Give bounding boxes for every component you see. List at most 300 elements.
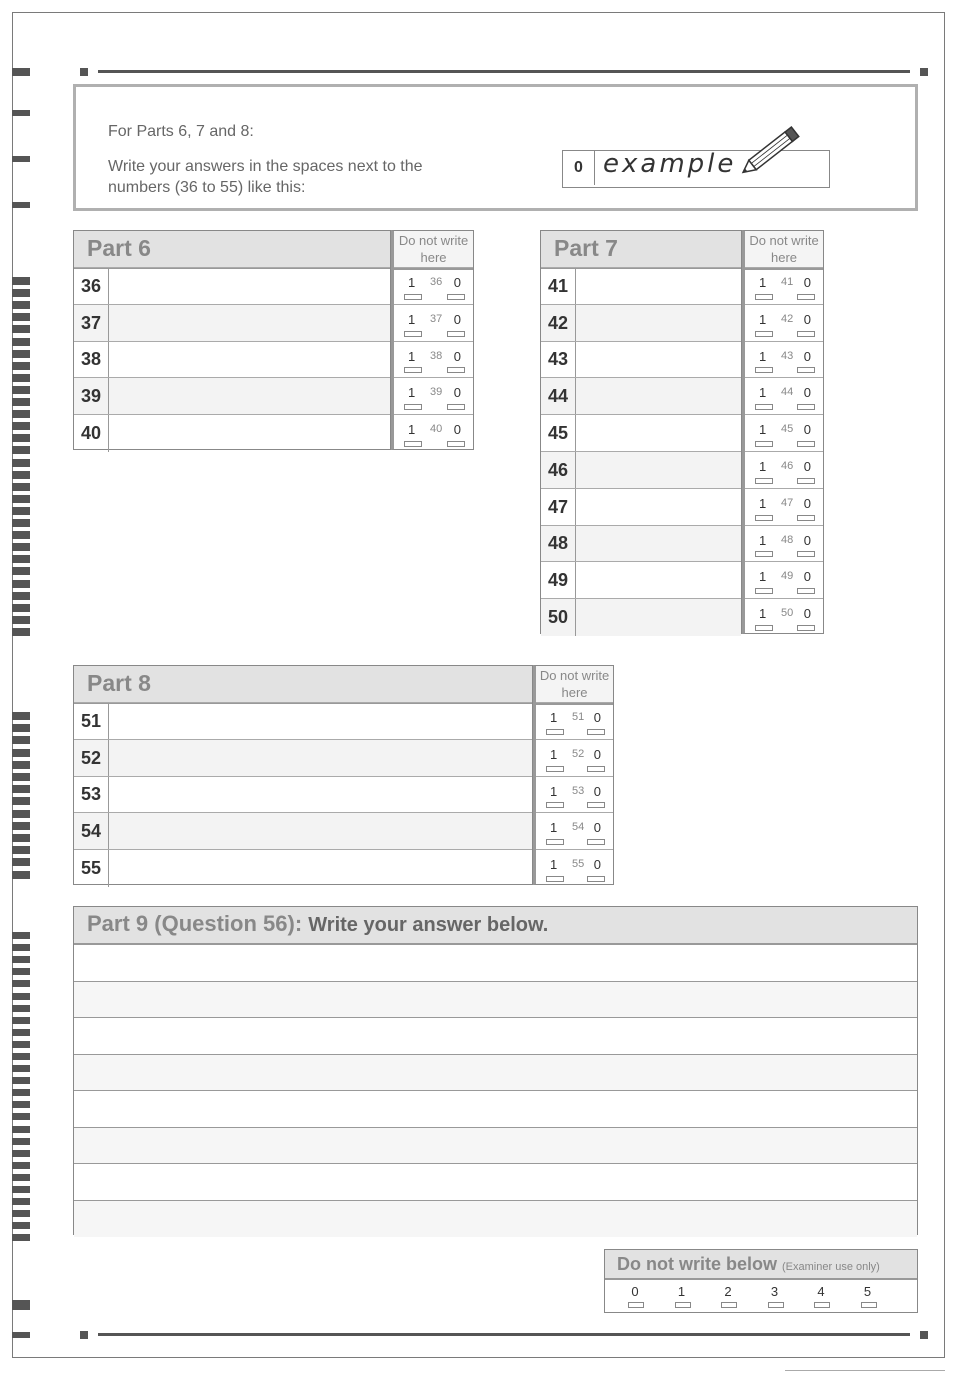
timing-mark: [12, 592, 30, 600]
part8-title: Part 8: [87, 670, 151, 696]
registration-mark: [80, 68, 88, 76]
writing-line[interactable]: [74, 944, 917, 982]
answer-row: [541, 377, 741, 415]
examiner-title-text: Do not write below: [617, 1254, 777, 1274]
timing-mark: [12, 386, 30, 394]
answer-row: [74, 377, 390, 415]
mark-incorrect-box: [587, 876, 605, 882]
example-number: 0: [563, 151, 595, 185]
answer-row: [74, 849, 532, 887]
mark-correct-box: [404, 294, 422, 300]
answer-row: [74, 267, 390, 305]
mark-correct-box: [546, 802, 564, 808]
answer-field[interactable]: [109, 703, 532, 740]
score-label: 4: [817, 1284, 825, 1299]
mark-correct-box: [546, 876, 564, 882]
timing-mark: [12, 580, 30, 588]
part9-header: [74, 907, 917, 945]
answer-field[interactable]: [109, 305, 390, 342]
timing-mark: [12, 871, 30, 879]
score-box: [861, 1302, 877, 1308]
mark-incorrect-box: [797, 331, 815, 337]
mark-question-code: 48: [781, 533, 794, 546]
mark-question-code: 44: [781, 386, 794, 399]
answer-field[interactable]: [576, 599, 741, 636]
mark-correct-label: 1: [759, 606, 767, 622]
timing-mark: [12, 1029, 30, 1036]
timing-mark: [12, 446, 30, 454]
mark-question-code: 47: [781, 496, 794, 509]
question-number: 42: [541, 305, 576, 342]
answer-row: [74, 341, 390, 379]
mark-incorrect-box: [447, 294, 465, 300]
score-label: 3: [770, 1284, 779, 1299]
timing-mark: [12, 434, 30, 442]
answer-field[interactable]: [576, 268, 741, 305]
answer-row: [541, 267, 741, 305]
marking-cell: [745, 488, 823, 526]
timing-mark: [12, 1065, 30, 1072]
mark-correct-box: [755, 294, 773, 300]
mark-incorrect-label: 0: [803, 459, 811, 474]
timing-mark: [12, 1162, 30, 1169]
mark-incorrect-box: [447, 331, 465, 337]
do-not-write-here-label: Do not write here: [394, 231, 473, 270]
mark-correct-box: [755, 404, 773, 410]
timing-mark: [12, 1138, 30, 1145]
mark-question-code: 41: [781, 276, 794, 288]
mark-correct-label: 1: [759, 532, 767, 548]
question-number: 41: [541, 268, 576, 305]
part7-answer-table: [540, 230, 742, 634]
mark-incorrect-label: 0: [453, 275, 461, 290]
timing-mark: [12, 1234, 30, 1241]
timing-mark: [12, 374, 30, 382]
mark-question-code: 54: [572, 821, 585, 834]
timing-mark: [12, 604, 30, 612]
timing-mark: [12, 736, 30, 744]
mark-correct-box: [755, 367, 773, 373]
answer-row: [74, 776, 532, 814]
examiner-score-box: [604, 1249, 918, 1313]
mark-incorrect-label: 0: [803, 495, 811, 511]
part8-answer-table: [73, 665, 533, 885]
timing-mark: [12, 313, 30, 321]
mark-incorrect-box: [587, 729, 605, 735]
timing-mark: [12, 338, 30, 346]
timing-mark: [12, 1077, 30, 1084]
example-answer-box: [562, 150, 830, 188]
score-label: 0: [631, 1284, 639, 1299]
question-number: 47: [541, 489, 576, 526]
timing-mark: [12, 202, 30, 208]
mark-correct-box: [404, 404, 422, 410]
timing-mark: [12, 628, 30, 636]
part9-instruction: Write your answer below.: [308, 914, 549, 936]
mark-incorrect-label: 0: [593, 746, 601, 762]
mark-correct-label: 1: [759, 422, 767, 438]
mark-incorrect-label: 0: [803, 606, 811, 622]
writing-line[interactable]: [74, 1127, 917, 1165]
answer-row: [541, 341, 741, 379]
mark-question-code: 53: [572, 784, 585, 797]
question-number: 36: [74, 268, 109, 305]
timing-mark: [12, 724, 30, 732]
question-number: 50: [541, 599, 576, 636]
mark-correct-label: 1: [408, 422, 416, 438]
mark-incorrect-box: [797, 441, 815, 447]
mark-incorrect-box: [797, 404, 815, 410]
mark-incorrect-label: 0: [803, 385, 811, 401]
timing-mark: [12, 543, 30, 551]
part6-answer-table: [73, 230, 391, 450]
question-number: 45: [541, 415, 576, 452]
mark-correct-box: [546, 766, 564, 772]
question-number: 38: [74, 342, 109, 379]
mark-incorrect-label: 0: [803, 348, 811, 364]
mark-correct-label: 1: [759, 385, 767, 401]
answer-field[interactable]: [576, 526, 741, 563]
part9-label: Part 9 (Question 56):: [87, 911, 303, 936]
timing-mark: [12, 1300, 30, 1310]
registration-mark: [920, 1331, 928, 1339]
timing-mark: [12, 483, 30, 491]
timing-mark: [12, 993, 30, 1000]
mark-incorrect-box: [797, 588, 815, 594]
question-number: 52: [74, 740, 109, 777]
question-number: 39: [74, 378, 109, 415]
part9-title: [87, 911, 548, 937]
score-box: [814, 1302, 830, 1308]
answer-row: [74, 739, 532, 777]
timing-mark: [12, 325, 30, 333]
score-box: [768, 1302, 784, 1308]
timing-mark: [12, 822, 30, 830]
mark-correct-label: 1: [550, 820, 558, 836]
mark-correct-box: [546, 729, 564, 735]
mark-question-code: 49: [781, 570, 794, 583]
bottom-rule: [98, 1333, 910, 1336]
answer-field[interactable]: [109, 342, 390, 379]
mark-incorrect-label: 0: [593, 783, 601, 799]
answer-field[interactable]: [109, 415, 390, 452]
do-not-write-here-label: Do not write here: [745, 231, 823, 270]
mark-question-code: 43: [781, 349, 794, 362]
mark-question-code: 39: [430, 386, 443, 399]
timing-mark: [12, 1053, 30, 1060]
answer-field[interactable]: [576, 415, 741, 452]
marking-cell: [745, 525, 823, 563]
marking-cell: [394, 341, 473, 379]
timing-mark: [12, 110, 30, 116]
part7-do-not-write-column: [742, 230, 824, 634]
answer-row: [541, 561, 741, 599]
timing-mark: [12, 932, 30, 939]
timing-mark: [12, 471, 30, 479]
answer-row: [74, 702, 532, 740]
mark-correct-label: 1: [759, 275, 767, 290]
mark-incorrect-box: [797, 515, 815, 521]
answer-field[interactable]: [576, 489, 741, 526]
timing-mark: [12, 398, 30, 406]
answer-field[interactable]: [109, 378, 390, 415]
answer-row: [541, 304, 741, 342]
mark-correct-box: [755, 441, 773, 447]
question-number: 37: [74, 305, 109, 342]
mark-incorrect-box: [447, 404, 465, 410]
timing-mark: [12, 350, 30, 358]
timing-mark: [12, 761, 30, 769]
mark-question-code: 46: [781, 460, 794, 472]
timing-mark: [12, 156, 30, 162]
mark-incorrect-label: 0: [803, 311, 811, 327]
mark-incorrect-label: 0: [803, 569, 811, 585]
answer-field[interactable]: [576, 378, 741, 415]
example-word: example: [603, 149, 737, 179]
mark-correct-box: [755, 331, 773, 337]
mark-incorrect-label: 0: [593, 710, 601, 725]
marking-cell: [536, 812, 613, 850]
scan-edge: [785, 1370, 945, 1371]
mark-incorrect-box: [797, 294, 815, 300]
timing-mark: [12, 1222, 30, 1229]
marking-cell: [745, 304, 823, 342]
timing-mark: [12, 422, 30, 430]
timing-mark: [12, 1210, 30, 1217]
timing-mark: [12, 1174, 30, 1181]
score-box: [675, 1302, 691, 1308]
part9-writing-area: [73, 906, 918, 1235]
mark-correct-label: 1: [759, 495, 767, 511]
timing-mark: [12, 712, 30, 720]
question-number: 48: [541, 526, 576, 563]
answer-field[interactable]: [109, 813, 532, 850]
mark-correct-label: 1: [408, 311, 416, 327]
mark-incorrect-label: 0: [453, 422, 461, 438]
marking-cell: [394, 377, 473, 415]
mark-correct-box: [404, 441, 422, 447]
timing-mark: [12, 968, 30, 975]
marking-cell: [745, 267, 823, 305]
answer-row: [541, 488, 741, 526]
question-number: 46: [541, 452, 576, 489]
timing-mark: [12, 531, 30, 539]
marking-cell: [536, 739, 613, 777]
mark-incorrect-label: 0: [453, 311, 461, 327]
part6-title: Part 6: [87, 235, 151, 261]
timing-mark: [12, 858, 30, 866]
timing-mark: [12, 846, 30, 854]
timing-mark: [12, 1005, 30, 1012]
timing-mark: [12, 410, 30, 418]
mark-correct-box: [755, 478, 773, 484]
instructions-box: [73, 84, 918, 211]
mark-correct-label: 1: [408, 348, 416, 364]
mark-incorrect-box: [587, 766, 605, 772]
part8-header: [74, 666, 532, 704]
writing-line[interactable]: [74, 1017, 917, 1055]
question-number: 44: [541, 378, 576, 415]
timing-mark: [12, 749, 30, 757]
registration-mark: [920, 68, 928, 76]
mark-incorrect-label: 0: [803, 532, 811, 548]
mark-incorrect-box: [797, 478, 815, 484]
registration-mark: [80, 1331, 88, 1339]
timing-mark: [12, 459, 30, 467]
answer-field[interactable]: [576, 452, 741, 489]
timing-mark: [12, 956, 30, 963]
timing-mark: [12, 1017, 30, 1024]
mark-correct-box: [404, 367, 422, 373]
timing-mark: [12, 277, 30, 285]
answer-field[interactable]: [109, 777, 532, 814]
mark-incorrect-box: [447, 441, 465, 447]
mark-incorrect-box: [587, 802, 605, 808]
instructions-text: Write your answers in the spaces next to the numbers (36 to 55) like this:: [108, 158, 423, 196]
part7-header: [541, 231, 741, 269]
answer-row: [74, 414, 390, 452]
mark-correct-box: [755, 625, 773, 631]
examiner-title: [617, 1254, 880, 1275]
part6-do-not-write-column: [391, 230, 474, 450]
mark-correct-label: 1: [408, 385, 416, 401]
timing-mark: [12, 773, 30, 781]
mark-incorrect-box: [797, 367, 815, 373]
writing-line[interactable]: [74, 981, 917, 1019]
writing-line[interactable]: [74, 1090, 917, 1128]
timing-mark: [12, 1101, 30, 1108]
question-number: 55: [74, 850, 109, 887]
timing-mark: [12, 1126, 30, 1133]
mark-correct-label: 1: [550, 783, 558, 799]
timing-mark: [12, 289, 30, 297]
timing-mark: [12, 944, 30, 951]
timing-mark: [12, 519, 30, 527]
mark-question-code: 42: [781, 312, 794, 325]
timing-mark: [12, 495, 30, 503]
answer-field[interactable]: [576, 562, 741, 599]
timing-mark: [12, 797, 30, 805]
answer-field[interactable]: [109, 268, 390, 305]
examiner-header: [605, 1250, 917, 1280]
marking-cell: [394, 267, 473, 305]
marking-cell: [745, 414, 823, 452]
marking-cell: [394, 414, 473, 452]
timing-mark: [12, 1186, 30, 1193]
marking-cell: [536, 849, 613, 887]
writing-line[interactable]: [74, 1054, 917, 1092]
mark-question-code: 55: [572, 858, 585, 871]
timing-mark: [12, 1150, 30, 1157]
mark-correct-label: 1: [408, 275, 416, 290]
marking-cell: [745, 377, 823, 415]
mark-question-code: 51: [572, 711, 585, 723]
mark-correct-box: [404, 331, 422, 337]
score-label: 2: [724, 1284, 732, 1299]
mark-correct-label: 1: [759, 569, 767, 585]
mark-incorrect-label: 0: [593, 857, 601, 873]
marking-cell: [745, 451, 823, 489]
answer-field[interactable]: [109, 850, 532, 887]
marking-cell: [745, 341, 823, 379]
mark-correct-box: [755, 551, 773, 557]
question-number: 51: [74, 703, 109, 740]
timing-mark: [12, 507, 30, 515]
mark-question-code: 38: [430, 349, 443, 362]
answer-field[interactable]: [576, 305, 741, 342]
mark-incorrect-box: [797, 551, 815, 557]
mark-incorrect-box: [447, 367, 465, 373]
timing-mark: [12, 362, 30, 370]
part8-do-not-write-column: [533, 665, 614, 885]
part7-title: Part 7: [554, 235, 618, 261]
mark-correct-label: 1: [759, 311, 767, 327]
mark-incorrect-label: 0: [453, 385, 461, 401]
timing-mark: [12, 785, 30, 793]
question-number: 49: [541, 562, 576, 599]
pencil-icon: [733, 119, 813, 179]
mark-question-code: 40: [430, 423, 443, 436]
mark-correct-label: 1: [759, 348, 767, 364]
mark-correct-box: [546, 839, 564, 845]
score-box: [721, 1302, 737, 1308]
score-label: 1: [677, 1284, 686, 1299]
question-number: 43: [541, 342, 576, 379]
marking-cell: [745, 598, 823, 636]
part6-header: [74, 231, 390, 269]
score-box: [628, 1302, 644, 1308]
marking-cell: [394, 304, 473, 342]
mark-correct-box: [755, 515, 773, 521]
timing-mark: [12, 555, 30, 563]
timing-mark: [12, 301, 30, 309]
answer-field[interactable]: [109, 740, 532, 777]
instructions-title: For Parts 6, 7 and 8:: [108, 123, 254, 140]
answer-row: [74, 812, 532, 850]
answer-row: [541, 598, 741, 636]
mark-correct-label: 1: [550, 857, 558, 873]
examiner-note: (Examiner use only): [782, 1261, 880, 1273]
answer-row: [541, 451, 741, 489]
marking-cell: [536, 776, 613, 814]
mark-incorrect-label: 0: [593, 820, 601, 836]
timing-mark: [12, 1113, 30, 1120]
writing-line[interactable]: [74, 1163, 917, 1201]
timing-mark: [12, 1332, 30, 1338]
timing-mark: [12, 1198, 30, 1205]
mark-correct-label: 1: [550, 710, 558, 725]
timing-mark: [12, 567, 30, 575]
timing-mark: [12, 1041, 30, 1048]
answer-field[interactable]: [576, 342, 741, 379]
timing-mark: [12, 834, 30, 842]
question-number: 40: [74, 415, 109, 452]
mark-correct-box: [755, 588, 773, 594]
writing-line[interactable]: [74, 1200, 917, 1238]
mark-incorrect-box: [797, 625, 815, 631]
score-label: 5: [863, 1284, 872, 1299]
timing-mark: [12, 616, 30, 624]
mark-question-code: 52: [572, 747, 585, 760]
answer-row: [74, 304, 390, 342]
question-number: 53: [74, 777, 109, 814]
marking-cell: [745, 561, 823, 599]
top-rule: [98, 70, 910, 73]
do-not-write-here-label: Do not write here: [536, 666, 613, 705]
marking-cell: [536, 702, 613, 740]
mark-question-code: 50: [781, 607, 794, 620]
mark-question-code: 37: [430, 312, 443, 325]
